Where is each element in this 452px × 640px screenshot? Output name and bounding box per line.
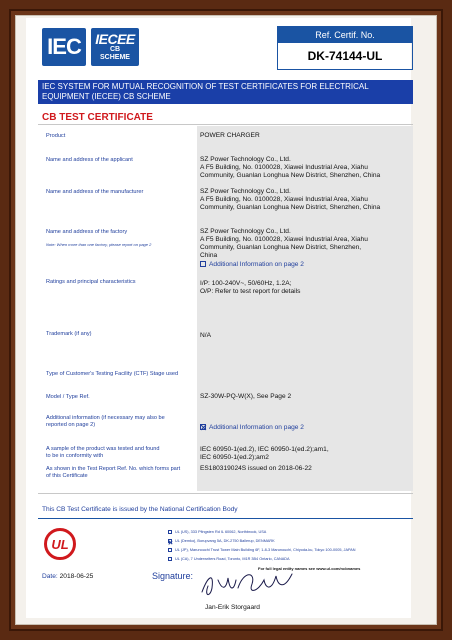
applicant-line: A F5 Building, No. 0100028, Xiawei Industrial Area, Xiahu xyxy=(200,164,368,171)
applicant-label: Name and address of the applicant xyxy=(46,157,133,163)
factory-additional-label: Additional Information on page 2 xyxy=(209,261,304,268)
scheme-banner: IEC SYSTEM FOR MUTUAL RECOGNITION OF TEST CERTIFICATES FOR ELECTRICAL EQUIPMENT (IECEE) CB SCHEME xyxy=(38,80,413,104)
model-value: SZ-30W-PQ-W(X), See Page 2 xyxy=(200,393,292,400)
reference-number: DK-74144-UL xyxy=(307,49,383,63)
checked-checkbox-icon xyxy=(168,539,172,543)
manufacturer-line: SZ Power Technology Co., Ltd. xyxy=(200,188,291,195)
additional-info-label-line: Additional information (if necessary may also be xyxy=(46,415,165,421)
standard-label-line: to be in conformity with xyxy=(46,453,104,459)
values-column xyxy=(197,126,413,491)
checkbox-icon xyxy=(168,530,172,534)
iecee-logo-text: IECEE xyxy=(95,31,135,47)
additional-info-label-line: reported on page 2) xyxy=(46,422,96,428)
ul-logo: UL xyxy=(44,528,76,560)
additional-info-checkbox-label: Additional Information on page 2 xyxy=(209,424,304,431)
ratings-line: O/P: Refer to test report for details xyxy=(200,288,301,295)
manufacturer-value xyxy=(200,188,410,212)
product-label: Product xyxy=(46,133,66,139)
report-label-line: As shown in the Test Report Ref. No. which forms part xyxy=(46,466,181,472)
legal-entity-note: For full legal entity names see www.ul.com/ncbnames xyxy=(258,566,361,571)
certificate-title: CB TEST CERTIFICATE xyxy=(42,112,153,123)
manufacturer-line: A F5 Building, No. 0100028, Xiawei Industrial Area, Xiahu xyxy=(200,196,368,203)
factory-value xyxy=(200,228,410,269)
additional-info-label xyxy=(46,415,165,429)
ratings-line: I/P: 100-240V~, 50/60Hz, 1.2A; xyxy=(200,280,292,287)
factory-note: Note: When more than one factory, please report on page 2 xyxy=(46,242,152,247)
factory-line: A F5 Building, No. 0100028, Xiawei Industrial Area, Xiahu xyxy=(200,236,368,243)
address-text: UL (US), 333 Pfingsten Rd IL 60062, Northbrook, USA xyxy=(175,530,267,534)
ncb-address-demko xyxy=(168,539,275,544)
standard-label-line: A sample of the product was tested and found xyxy=(46,446,160,452)
reference-label: Ref. Certif. No. xyxy=(278,27,412,43)
signature-label: Signature: xyxy=(152,571,194,581)
standard-value xyxy=(200,446,410,462)
date-value: 2018-06-25 xyxy=(59,573,94,580)
ratings-label: Ratings and principal characteristics xyxy=(46,279,136,285)
ncb-address-jp xyxy=(168,548,356,553)
factory-label: Name and address of the factory xyxy=(46,229,128,235)
checked-checkbox-icon[interactable] xyxy=(200,424,206,430)
ratings-value xyxy=(200,280,410,296)
report-label xyxy=(46,466,180,480)
factory-line: SZ Power Technology Co., Ltd. xyxy=(200,228,291,235)
product-value: POWER CHARGER xyxy=(200,132,260,139)
issued-by-statement: This CB Test Certificate is issued by the National Certification Body xyxy=(42,506,238,513)
factory-additional-info[interactable] xyxy=(200,261,410,269)
checkbox-icon xyxy=(168,548,172,552)
report-value: ES180319024S issued on 2018-06-22 xyxy=(200,465,312,472)
trademark-value: N/A xyxy=(200,332,211,339)
address-text: UL (JP), Marunouchi Trust Tower Main Building 6F, 1-8-3 Marunouchi, Chiyoda-ku, Tokyo 100-0005, JAPAN xyxy=(175,548,356,552)
manufacturer-line: Community, Guanlan Longhua New District, Shenzhen, China xyxy=(200,204,381,211)
address-text: UL (Demko), Borupvang 5A, DK-2750 Ballerup, DENMARK xyxy=(175,539,275,543)
model-label: Model / Type Ref. xyxy=(46,394,90,400)
applicant-value xyxy=(200,156,410,180)
ncb-address-ca xyxy=(168,557,290,562)
applicant-line: SZ Power Technology Co., Ltd. xyxy=(200,156,291,163)
factory-line: China xyxy=(200,252,218,259)
standard-label xyxy=(46,446,160,460)
iecee-logo-scheme: SCHEME xyxy=(100,54,130,61)
ncb-address-us xyxy=(168,530,266,535)
report-label-line: of this Certificate xyxy=(46,473,88,479)
applicant-line: Community, Guanlan Longhua New District, Shenzhen, China xyxy=(200,172,381,179)
fields-bottom-divider xyxy=(38,493,413,494)
iecee-logo-cb: CB xyxy=(109,46,121,53)
checkbox-icon[interactable] xyxy=(200,261,206,267)
standard-line: IEC 60950-1(ed.2), IEC 60950-1(ed.2);am1, xyxy=(200,446,329,453)
iecee-cb-scheme-logo xyxy=(91,28,139,66)
signature-mark xyxy=(198,566,298,602)
additional-info-value[interactable] xyxy=(200,424,410,432)
ctf-label: Type of Customer's Testing Facility (CTF) Stage used xyxy=(46,371,179,377)
address-text: UL (CA), 7 Underwriters Road, Toronto, M1R 3B4 Ontario, CANADA xyxy=(175,557,290,561)
iec-logo: IEC xyxy=(42,28,86,66)
checkbox-icon xyxy=(168,557,172,561)
issued-by-divider xyxy=(38,518,413,519)
standard-line: IEC 60950-1(ed.2);am2 xyxy=(200,454,269,461)
signer-name: Jan-Erik Storgaard xyxy=(205,604,260,611)
manufacturer-label: Name and address of the manufacturer xyxy=(46,189,144,195)
title-divider xyxy=(38,124,413,125)
date-label: Date: xyxy=(42,573,58,580)
factory-line: Community, Guanlan Longhua New District, Shenzhen, xyxy=(200,244,362,251)
trademark-label: Trademark (if any) xyxy=(46,331,92,337)
reference-box xyxy=(277,26,413,70)
issue-date xyxy=(42,573,93,580)
